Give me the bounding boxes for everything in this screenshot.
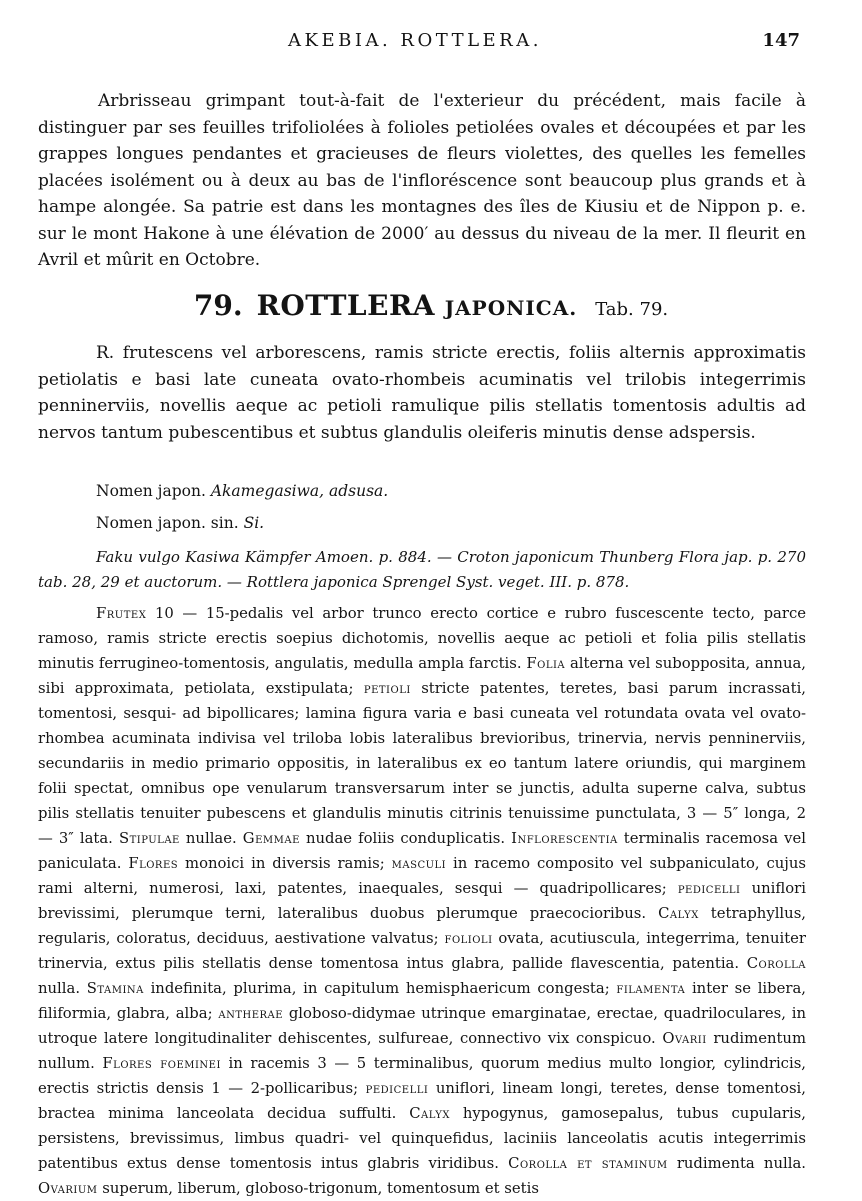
term: Frutex [96,605,147,622]
term: Ovarium [38,1180,98,1197]
term: Calyx [409,1105,450,1122]
synonymy [38,545,806,595]
page-header [30,30,800,60]
term: Corolla et staminum [508,1155,668,1172]
term-text: rudimenta nulla. [667,1155,806,1172]
species-number: 79. [193,289,243,322]
diagnosis-text: R. frutescens vel arborescens, ramis stricte erectis, foliis alternis approximatis petiolatis e basi late cuneata ovato-rhombeis acuminatis vel trilobis integerrimis penninerviis, novellis aeque ac petioli ramulique pilis stellatis tomentosis adultis ad nervos tantum pubescentibus et subtus glandulis oleiferis minutis dense adspersis. [38,343,806,443]
term-text: inter se libera, filiformia, glabra, alba; [38,980,806,1022]
vernacular-value: Si. [243,514,265,532]
term: Flores [128,855,179,872]
description [38,601,806,1201]
term-text: in racemo composito vel subpaniculato, cujus rami alterni, numerosi, laxi, patentes, inaequales, sesqui — quadripollicares; [38,855,806,897]
term: Inflorescentia [511,830,618,847]
running-title: AKEBIA. ROTTLERA. [288,30,542,51]
term-text: alterna vel subopposita, annua, sibi approximata, petiolata, exstipulata; [38,655,807,697]
term: petioli [363,680,411,697]
term: folioli [444,930,493,947]
term-text: ovata, acutiuscula, integerrima, tenuiter trinervia, extus pilis stellatis dense tomentosa intus glabra, pallide flavescentia, patentia. [38,930,806,972]
term-text: superum, liberum, globoso-trigonum, tomentosum et setis [97,1180,539,1197]
term: Gemmae [242,830,300,847]
term: Ovarii [662,1030,707,1047]
term-text: nulla. [38,980,87,997]
term: filamenta [616,980,686,997]
species-heading [0,288,862,328]
vernacular-value: Akamegasiwa, adsusa. [210,482,389,500]
term-text: nullae. [179,830,243,847]
vernacular-label: Nomen japon. sin. [96,514,239,532]
term: Flores foeminei [102,1055,221,1072]
term-text: nudae foliis conduplicatis. [299,830,512,847]
species-epithet: JAPONICA. [444,296,578,320]
term: pedicelli [365,1080,429,1097]
vernacular-label: Nomen japon. [96,482,206,500]
term: Stipulae [118,830,180,847]
term-text: rudimentum nullum. [38,1030,806,1072]
term-text: indefinita, plurima, in capitulum hemisphaericum congesta; [143,980,617,997]
description-text [38,601,806,1201]
term: Stamina [86,980,144,997]
term-text: hypogynus, gamosepalus, tubus cupularis, persistens, brevissimus, limbus quadri- vel quinquefidus, laciniis lanceolatis acutis integerrimis patentibus extus dense tomentosis intus glabris viridibus. [38,1105,806,1172]
vernacular-name-japanese [96,482,388,500]
term-text: uniflori brevissimi, plerumque terni, lateralibus duobus plerumque praecocioribus. [38,880,806,922]
term-text: globoso-didymae utrinque emarginatae, erectae, quadriloculares, in utroque latere longitudinaliter dehiscentes, sulfureae, connectivo vix conspicuo. [38,1005,806,1047]
plate-reference: Tab. 79. [595,299,669,320]
term-text: uniflori, lineam longi, teretes, dense tomentosi, bractea minima lanceolata decidua suffulti. [38,1080,806,1122]
intro-text: Arbrisseau grimpant tout-à-fait de l'exterieur du précédent, mais facile à distinguer par ses feuilles trifoliolées à folioles petiolées ovales et découpées et par les grappes longues pendantes et gracieuses de fleurs violettes, des quelles les femelles placées isolément ou à deux au bas de l'infloréscence sont beaucoup plus grands et à hampe alongée. Sa patrie est dans les montagnes des îles de Kiusiu et de Nippon p. e. sur le mont Hakone à une élévation de 2000′ au dessus du niveau de la mer. Il fleurit en Avril et mûrit en Octobre. [38,91,806,270]
diagnosis [38,340,806,446]
term-text: stricte patentes, teretes, basi parum incrassati, tomentosi, sesqui- ad bipollicares; lamina figura varia e basi cuneata vel rotundata ovata vel ovato-rhombea acuminata indivisa vel triloba lobis lateralibus brevioribus, trinervia, nervis penninerviis, secundariis in medio primario oppositis, in lateralibus ex eo tantum latere oriundis, qui marginem folii spectat, omnibus ope venularum transversarum inter se junctis, adulta superne calva, subtus pilis stellatis tenuiter pubescens et glandulis minutis citrinis tenuissime punctulata, 3 — 5″ longa, 2 — 3″ lata. [38,680,806,847]
term: Corolla [746,955,806,972]
term-text: 10 — 15-pedalis vel arbor trunco erecto cortice e rubro fuscescente tecto, parce ramoso, ramis stricte erectis soepius dichotomis, novellis aeque ac petioli et folia pilis stellatis minutis ferrugineo-tomentosis, angulatis, medulla ampla farctis. [38,605,806,672]
vernacular-name-sino-japanese [96,514,264,532]
intro-paragraph [38,88,806,274]
term: Folia [526,655,566,672]
term-text: tetraphyllus, regularis, coloratus, deciduus, aestivatione valvatus; [38,905,806,947]
term: antherae [218,1005,284,1022]
species-genus: ROTTLERA [256,289,435,322]
term: Calyx [658,905,699,922]
term-text: monoici in diversis ramis; [178,855,392,872]
page-number: 147 [762,30,800,51]
term-text: terminalis racemosa vel paniculata. [38,830,807,872]
synonymy-text: Faku vulgo Kasiwa Kämpfer Amoen. p. 884. — Croton japonicum Thunberg Flora jap. p. 270 tab. 28, 29 et auctorum. — Rottlera japonica Sprengel Syst. veget. III. p. 878. [38,548,806,591]
term: pedicelli [677,880,741,897]
term: masculi [391,855,447,872]
term-text: in racemis 3 — 5 terminalibus, quorum medius multo longior, cylindricis, erectis strictis densis 1 — 2-pollicaribus; [38,1055,806,1097]
